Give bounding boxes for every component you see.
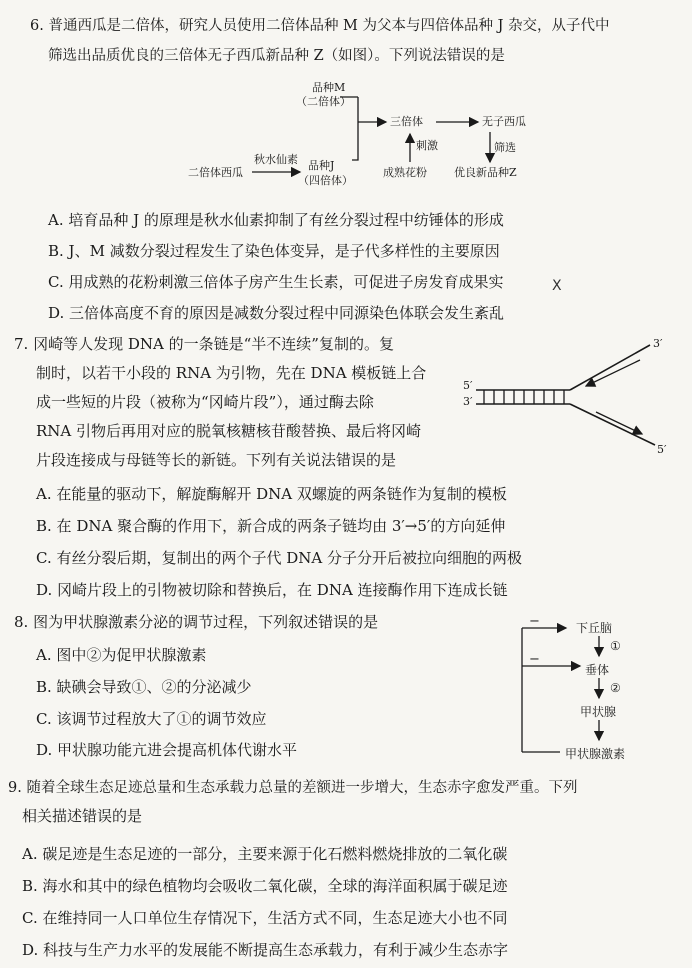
q7-stem-line2: 制时，以若干小段的 RNA 为引物，先在 DNA 模板链上合 [36, 364, 427, 382]
q9-stem-line2: 相关描述错误的是 [22, 807, 143, 825]
fig-label-5prime-left: 5′ [463, 379, 473, 392]
label-variety-m: 品种M [312, 81, 346, 94]
q7-option-b: B. 在 DNA 聚合酶的作用下，新合成的两条子链均由 3′→5′的方向延伸 [36, 517, 506, 535]
fig-label-3prime-top: 3′ [653, 337, 663, 350]
label-screen: 筛选 [494, 141, 516, 154]
label-hypothalamus: 下丘脑 [576, 621, 613, 635]
label-thyroid: 甲状腺 [580, 705, 617, 719]
q6-option-a: A. 培育品种 J 的原理是秋水仙素抑制了有丝分裂过程中纺锤体的形成 [48, 211, 504, 229]
q9-option-a: A. 碳足迹是生态足迹的一部分，主要来源于化石燃料燃烧排放的二氧化碳 [22, 845, 508, 863]
label-variety-z: 优良新品种Z [454, 166, 517, 179]
q6-stem-line1: 6. 普通西瓜是二倍体，研究人员使用二倍体品种 M 为父本与四倍体品种 J 杂交，从子代中 [30, 18, 610, 34]
q7-option-d: D. 冈崎片段上的引物被切除和替换后，在 DNA 连接酶作用下连成长链 [36, 581, 508, 599]
q9-option-c: C. 在维持同一人口单位生存情况下，生活方式不同，生态足迹大小也不同 [22, 909, 508, 927]
q6-option-b: B. J、M 减数分裂过程发生了染色体变异，是子代多样性的主要原因 [48, 242, 500, 260]
q7-option-a: A. 在能量的驱动下，解旋酶解开 DNA 双螺旋的两条链作为复制的模板 [36, 485, 507, 503]
q9-option-b: B. 海水和其中的绿色植物均会吸收二氧化碳，全球的海洋面积属于碳足迹 [22, 877, 508, 895]
label-triploid: 三倍体 [390, 115, 423, 128]
q8-option-a: A. 图中②为促甲状腺激素 [36, 646, 207, 664]
minus-sign-1: − [529, 614, 540, 629]
label-stimulate: 刺激 [416, 139, 438, 152]
label-colchicine: 秋水仙素 [254, 153, 298, 166]
handwritten-x-mark: X [552, 278, 562, 294]
dna-replication-fork [476, 345, 655, 445]
label-pituitary: 垂体 [585, 663, 610, 677]
q6-option-c: C. 用成熟的花粉刺激三倍体子房产生生长素，可促进子房发育成果实 [48, 273, 504, 291]
q7-stem-line3: 成一些短的片段（被称为“冈崎片段”），通过酶去除 [36, 393, 374, 411]
q7-stem-line1: 7. 冈崎等人发现 DNA 的一条链是“半不连续”复制的。复 [14, 335, 394, 353]
label-diploid-melon: 二倍体西瓜 [188, 166, 243, 179]
label-seedless: 无子西瓜 [482, 115, 526, 128]
q8-stem: 8. 图为甲状腺激素分泌的调节过程，下列叙述错误的是 [14, 613, 379, 631]
lagging-strand-arrow [596, 412, 642, 434]
bracket-bottom [352, 148, 358, 160]
q8-option-b: B. 缺碘会导致①、②的分泌减少 [36, 678, 252, 696]
label-circle-1: ① [610, 639, 621, 653]
q6-stem-line2: 筛选出品质优良的三倍体无子西瓜新品种 Z（如图）。下列说法错误的是 [48, 48, 505, 64]
q8-option-d: D. 甲状腺功能亢进会提高机体代谢水平 [36, 741, 298, 759]
label-pollen: 成熟花粉 [383, 166, 427, 179]
q8-option-c: C. 该调节过程放大了①的调节效应 [36, 710, 267, 728]
fig-label-3prime-left: 3′ [463, 395, 473, 408]
q7-option-c: C. 有丝分裂后期，复制出的两个子代 DNA 分子分开后被拉向细胞的两极 [36, 549, 523, 567]
q7-stem-line5: 片段连接成与母链等长的新链。下列有关说法错误的是 [36, 451, 397, 469]
q9-option-d: D. 科技与生产力水平的发展能不断提高生态承载力，有利于减少生态赤字 [22, 941, 509, 959]
label-variety-m-sub: （二倍体） [296, 95, 351, 108]
fig-label-5prime-bottom: 5′ [657, 443, 667, 456]
label-variety-j: 品种J [308, 159, 335, 172]
label-variety-j-sub: （四倍体） [298, 174, 353, 187]
label-circle-2: ② [610, 681, 621, 695]
minus-sign-2: − [529, 652, 540, 667]
thyroid-regulation-diagram [522, 628, 599, 752]
leading-strand-arrow [586, 360, 640, 386]
q9-stem-line1: 9. 随着全球生态足迹总量和生态承载力总量的差额进一步增大，生态赤字愈发严重。下列 [8, 780, 578, 796]
q7-stem-line4: RNA 引物后再用对应的脱氧核糖核苷酸替换、最后将冈崎 [36, 422, 422, 440]
label-thyroid-hormone: 甲状腺激素 [565, 747, 626, 761]
q6-option-d: D. 三倍体高度不育的原因是减数分裂过程中同源染色体联会发生紊乱 [48, 304, 505, 322]
